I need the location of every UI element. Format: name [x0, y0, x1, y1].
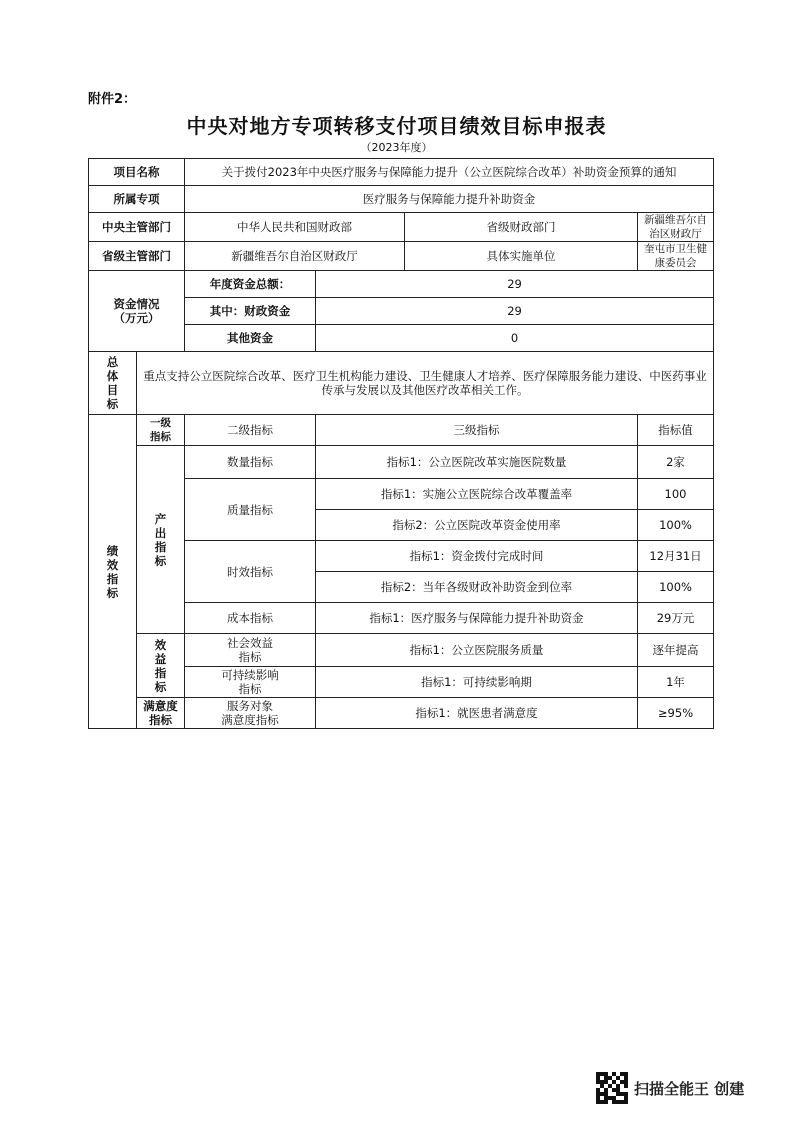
project-name-label: 项目名称 — [89, 159, 185, 186]
indicators-label-char: 指 — [106, 571, 119, 586]
output-label-char: 指 — [154, 539, 167, 554]
funds-total-label: 年度资金总额： — [185, 271, 316, 298]
goal-label-char: 目 — [106, 383, 119, 397]
scanner-watermark — [596, 1072, 744, 1104]
header-level3: 三级指标 — [316, 415, 638, 446]
goal-label-char: 总 — [106, 355, 119, 369]
header-level1 — [137, 415, 185, 446]
output-label-char: 标 — [154, 553, 167, 568]
sustain-val1: 1年 — [638, 667, 714, 698]
quality-val1: 100 — [638, 479, 714, 510]
social-label — [185, 634, 316, 667]
row-quantity — [89, 446, 714, 479]
quality-ind1: 指标1：实施公立医院综合改革覆盖率 — [316, 479, 638, 510]
timeliness-ind2: 指标2：当年各级财政补助资金到位率 — [316, 572, 638, 603]
quantity-label: 数量指标 — [185, 446, 316, 479]
goal-label-char: 体 — [106, 369, 119, 383]
output-label-char: 产 — [154, 511, 167, 526]
sustain-label-line2: 指标 — [238, 682, 262, 696]
special-label: 所属专项 — [89, 186, 185, 213]
header-level1-line1: 一级 — [150, 417, 171, 429]
funds-other-value: 0 — [316, 325, 714, 352]
header-value: 指标值 — [638, 415, 714, 446]
quality-label: 质量指标 — [185, 479, 316, 541]
timeliness-val1: 12月31日 — [638, 541, 714, 572]
project-name-value: 关于拨付2023年中央医疗服务与保障能力提升（公立医院综合改革）补助资金预算的通知 — [185, 159, 714, 186]
indicators-label-char: 绩 — [106, 543, 119, 558]
quality-val2: 100% — [638, 510, 714, 541]
funds-label-line1: 资金情况 — [113, 297, 160, 311]
row-social — [89, 634, 714, 667]
timeliness-label: 时效指标 — [185, 541, 316, 603]
row-goal — [89, 352, 714, 415]
funds-label — [89, 271, 185, 352]
impl-unit-label: 具体实施单位 — [405, 242, 638, 271]
central-dept-label: 中央主管部门 — [89, 213, 185, 242]
social-ind1: 指标1：公立医院服务质量 — [316, 634, 638, 667]
goal-declaration-table — [88, 158, 714, 729]
quantity-ind1: 指标1：公立医院改革实施医院数量 — [316, 446, 638, 479]
funds-other-label: 其他资金 — [185, 325, 316, 352]
row-project-name — [89, 159, 714, 186]
social-val1: 逐年提高 — [638, 634, 714, 667]
page-title: 中央对地方专项转移支付项目绩效目标申报表 — [186, 114, 607, 138]
satisfaction-label-line1: 满意度 — [143, 699, 178, 713]
output-label-char: 出 — [154, 525, 167, 540]
indicators-label-char: 标 — [106, 585, 119, 600]
indicators-label — [89, 415, 137, 729]
funds-label-line2: （万元） — [113, 311, 160, 325]
timeliness-val2: 100% — [638, 572, 714, 603]
row-indicator-header — [89, 415, 714, 446]
row-prov-dept — [89, 242, 714, 271]
row-service — [89, 698, 714, 729]
prov-dept-value: 新疆维吾尔自治区财政厅 — [185, 242, 405, 271]
benefit-label-char: 益 — [154, 651, 167, 666]
indicators-label-char: 效 — [106, 557, 119, 572]
cost-ind1: 指标1：医疗服务与保障能力提升补助资金 — [316, 603, 638, 634]
funds-total-value: 29 — [316, 271, 714, 298]
impl-unit-value: 奎屯市卫生健康委员会 — [638, 242, 714, 271]
funds-fiscal-value: 29 — [316, 298, 714, 325]
service-label-line1: 服务对象 — [227, 699, 273, 713]
sustain-label — [185, 667, 316, 698]
sustain-ind1: 指标1：可持续影响期 — [316, 667, 638, 698]
service-label-line2: 满意度指标 — [221, 713, 279, 727]
timeliness-ind1: 指标1：资金拨付完成时间 — [316, 541, 638, 572]
central-dept-value: 中华人民共和国财政部 — [185, 213, 405, 242]
sustain-label-line1: 可持续影响 — [221, 668, 279, 682]
social-label-line2: 指标 — [238, 650, 262, 664]
social-label-line1: 社会效益 — [227, 636, 273, 650]
row-funds-total — [89, 271, 714, 298]
quantity-val1: 2家 — [638, 446, 714, 479]
cost-val1: 29万元 — [638, 603, 714, 634]
output-indicators-label — [137, 446, 185, 634]
year-subtitle: （2023年度） — [360, 141, 433, 154]
cost-label: 成本指标 — [185, 603, 316, 634]
special-value: 医疗服务与保障能力提升补助资金 — [185, 186, 714, 213]
header-level1-line2: 指标 — [150, 431, 171, 443]
header-level2: 二级指标 — [185, 415, 316, 446]
prov-finance-label: 省级财政部门 — [405, 213, 638, 242]
prov-finance-value: 新疆维吾尔自治区财政厅 — [638, 213, 714, 242]
service-val1: ≥95% — [638, 698, 714, 729]
qr-code-icon — [596, 1072, 628, 1104]
quality-ind2: 指标2：公立医院改革资金使用率 — [316, 510, 638, 541]
benefit-label-char: 指 — [154, 665, 167, 680]
row-special — [89, 186, 714, 213]
satisfaction-label-line2: 指标 — [149, 713, 172, 727]
satisfaction-indicators-label — [137, 698, 185, 729]
goal-label-char: 标 — [106, 397, 119, 411]
watermark-text: 扫描全能王 创建 — [634, 1079, 745, 1098]
service-ind1: 指标1：就医患者满意度 — [316, 698, 638, 729]
benefit-indicators-label — [137, 634, 185, 698]
goal-label — [89, 352, 137, 415]
row-central-dept — [89, 213, 714, 242]
benefit-label-char: 标 — [154, 679, 167, 694]
goal-text: 重点支持公立医院综合改革、医疗卫生机构能力建设、卫生健康人才培养、医疗保障服务能力建设、中医药事业传承与发展以及其他医疗改革相关工作。 — [137, 352, 714, 415]
benefit-label-char: 效 — [154, 637, 167, 652]
attachment-label: 附件2： — [88, 92, 137, 107]
prov-dept-label: 省级主管部门 — [89, 242, 185, 271]
service-label — [185, 698, 316, 729]
funds-fiscal-label: 其中：财政资金 — [185, 298, 316, 325]
